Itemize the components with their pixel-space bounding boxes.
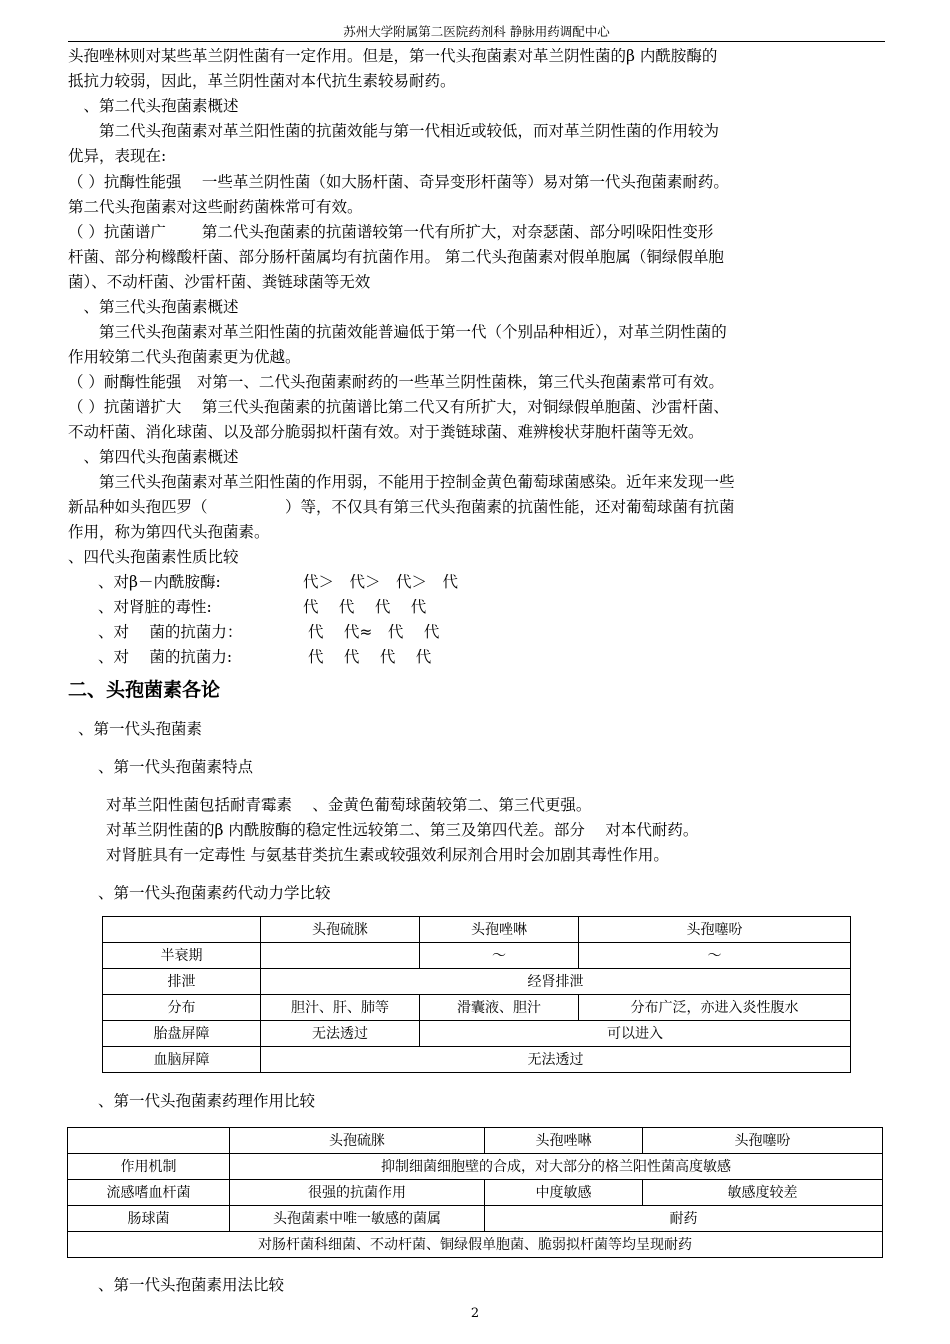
- body-line: （ ）抗酶性能强 一些革兰阴性菌（如大肠杆菌、奇异变形杆菌等）易对第一代头孢菌素耐药。: [68, 173, 729, 191]
- comparison-value: 代 代≈ 代 代: [308, 623, 440, 641]
- body-line: 优异，表现在:: [68, 147, 167, 165]
- table-row: [68, 1206, 883, 1232]
- subheading: 、第一代头孢菌素药代动力学比较: [98, 884, 331, 902]
- subheading: 、第四代头孢菌素概述: [68, 448, 239, 466]
- table-cell: 无法透过: [261, 1047, 851, 1073]
- table-cell: 中度敏感: [485, 1180, 643, 1206]
- table-row: [103, 969, 851, 995]
- table-header-cell: 头孢唑啉: [420, 917, 579, 943]
- table-cell: 半衰期: [103, 943, 261, 969]
- body-line: 头孢唑林则对某些革兰阴性菌有一定作用。但是，第一代头孢菌素对革兰阴性菌的β 内酰胺酶的: [68, 47, 718, 65]
- body-line: 菌）、不动杆菌、沙雷杆菌、粪链球菌等无效: [68, 273, 371, 291]
- subheading: 、第一代头孢菌素特点: [98, 758, 254, 776]
- table-cell: 胎盘屏障: [103, 1021, 261, 1047]
- table-row: [103, 995, 851, 1021]
- table-cell: 抑制细菌细胞壁的合成，对大部分的格兰阳性菌高度敏感: [230, 1154, 883, 1180]
- table-cell: 胆汁、肝、肺等: [261, 995, 420, 1021]
- table-row: [103, 1047, 851, 1073]
- table-row: [103, 917, 851, 943]
- table-cell: 可以进入: [420, 1021, 851, 1047]
- table-cell: 很强的抗菌作用: [230, 1180, 485, 1206]
- table-header-cell: 头孢硫脒: [230, 1128, 485, 1154]
- table-header-cell: [68, 1128, 230, 1154]
- table-cell: 血脑屏障: [103, 1047, 261, 1073]
- feature-line: 对肾脏具有一定毒性 与氨基苷类抗生素或较强效利尿剂合用时会加剧其毒性作用。: [106, 846, 669, 864]
- table-cell: ～: [579, 943, 851, 969]
- subheading: 、第二代头孢菌素概述: [68, 97, 239, 115]
- body-line: （ ）抗菌谱广 第二代头孢菌素的抗菌谱较第一代有所扩大，对奈瑟菌、部分吲哚阳性变形: [68, 223, 714, 241]
- pk-table: [102, 916, 851, 1073]
- comparison-value: 代＞ 代＞ 代＞ 代: [303, 573, 459, 591]
- comparison-label: 、对 菌的抗菌力:: [98, 648, 233, 666]
- table-cell: 肠球菌: [68, 1206, 230, 1232]
- body-line: 第二代头孢菌素对这些耐药菌株常可有效。: [68, 198, 363, 216]
- table-cell: 经肾排泄: [261, 969, 851, 995]
- body-line: 作用，称为第四代头孢菌素。: [68, 523, 270, 541]
- table-cell: 分布: [103, 995, 261, 1021]
- table-cell: 流感嗜血杆菌: [68, 1180, 230, 1206]
- table-cell: 排泄: [103, 969, 261, 995]
- table-cell: 分布广泛，亦进入炎性腹水: [579, 995, 851, 1021]
- table-row: [68, 1232, 883, 1258]
- pd-table: [67, 1127, 883, 1258]
- comparison-label: 、对肾脏的毒性:: [98, 598, 212, 616]
- table-cell: 耐药: [485, 1206, 883, 1232]
- table-row: [68, 1154, 883, 1180]
- table-row: [103, 943, 851, 969]
- body-line: 第三代头孢菌素对革兰阳性菌的作用弱，不能用于控制金黄色葡萄球菌感染。近年来发现一些: [68, 473, 735, 491]
- body-line: 第三代头孢菌素对革兰阳性菌的抗菌效能普遍低于第一代（个别品种相近），对革兰阴性菌的: [68, 323, 727, 341]
- table-header-cell: 头孢噻吩: [579, 917, 851, 943]
- feature-line: 对革兰阳性菌包括耐青霉素 、金黄色葡萄球菌较第二、第三代更强。: [106, 796, 592, 814]
- body-line: （ ）耐酶性能强 对第一、二代头孢菌素耐药的一些革兰阴性菌株，第三代头孢菌素常可有效。: [68, 373, 724, 391]
- table-cell: 无法透过: [261, 1021, 420, 1047]
- table-header-cell: 头孢噻吩: [643, 1128, 883, 1154]
- body-line: 第二代头孢菌素对革兰阳性菌的抗菌效能与第一代相近或较低，而对革兰阴性菌的作用较为: [68, 122, 720, 140]
- body-line: 新品种如头孢匹罗（ ）等，不仅具有第三代头孢菌素的抗菌性能，还对葡萄球菌有抗菌: [68, 498, 735, 516]
- feature-line: 对革兰阴性菌的β 内酰胺酶的稳定性远较第二、第三及第四代差。部分 对本代耐药。: [106, 821, 699, 839]
- body-line: 作用较第二代头孢菌素更为优越。: [68, 348, 301, 366]
- table-cell: 头孢菌素中唯一敏感的菌属: [230, 1206, 485, 1232]
- subheading: 、第一代头孢菌素用法比较: [98, 1276, 285, 1294]
- comparison-label: 、对 菌的抗菌力：: [98, 623, 243, 641]
- table-cell: [261, 943, 420, 969]
- table-header-cell: 头孢唑啉: [485, 1128, 643, 1154]
- table-cell: 作用机制: [68, 1154, 230, 1180]
- table-header-cell: 头孢硫脒: [261, 917, 420, 943]
- table-row: [68, 1128, 883, 1154]
- table-cell: 对肠杆菌科细菌、不动杆菌、铜绿假单胞菌、脆弱拟杆菌等均呈现耐药: [68, 1232, 883, 1258]
- table-header-cell: [103, 917, 261, 943]
- subheading: 、第一代头孢菌素药理作用比较: [98, 1092, 316, 1110]
- page-header: 苏州大学附属第二医院药剂科 静脉用药调配中心: [68, 22, 885, 42]
- subheading: 、第三代头孢菌素概述: [68, 298, 239, 316]
- section-title: 二、头孢菌素各论: [68, 679, 221, 701]
- body-line: 杆菌、部分枸橼酸杆菌、部分肠杆菌属均有抗菌作用。 第二代头孢菌素对假单胞属（铜绿假单胞: [68, 248, 724, 266]
- table-row: [103, 1021, 851, 1047]
- comparison-value: 代 代 代 代: [308, 648, 432, 666]
- comparison-value: 代 代 代 代: [303, 598, 427, 616]
- subheading: 、第一代头孢菌素: [78, 720, 203, 738]
- table-row: [68, 1180, 883, 1206]
- table-cell: ～: [420, 943, 579, 969]
- table-cell: 敏感度较差: [643, 1180, 883, 1206]
- body-line: 不动杆菌、消化球菌、以及部分脆弱拟杆菌有效。对于粪链球菌、难辨梭状芽胞杆菌等无效。: [68, 423, 704, 441]
- comparison-label: 、对β－内酰胺酶:: [98, 573, 221, 591]
- subheading: 、四代头孢菌素性质比较: [68, 548, 239, 566]
- page-number: 2: [470, 1306, 480, 1321]
- body-line: （ ）抗菌谱扩大 第三代头孢菌素的抗菌谱比第二代又有所扩大，对铜绿假单胞菌、沙雷杆菌、: [68, 398, 729, 416]
- table-cell: 滑囊液、胆汁: [420, 995, 579, 1021]
- body-line: 抵抗力较弱，因此，革兰阴性菌对本代抗生素较易耐药。: [68, 72, 456, 90]
